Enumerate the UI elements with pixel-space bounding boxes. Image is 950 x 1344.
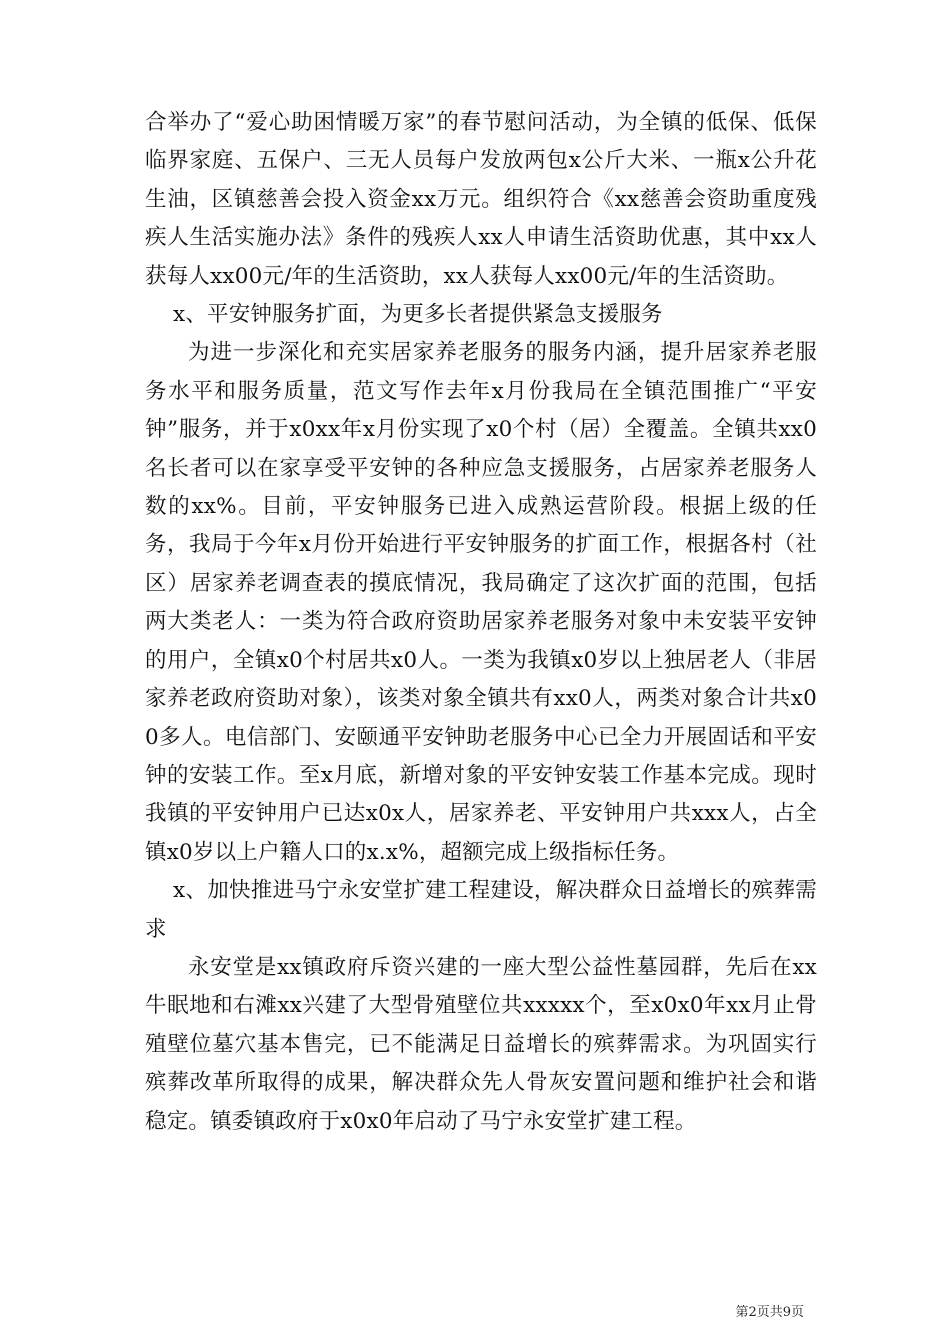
paragraph-safety-bell-service: 为进一步深化和充实居家养老服务的服务内涵，提升居家养老服务水平和服务质量，范文写作去年x月份我局在全镇范围推广“平安钟”服务，并于x0xx年x月份实现了x0个村（居）全覆盖。全镇共xx0名长者可以在家享受平安钟的各种应急支援服务，占居家养老服务人数的xx%。目前，平安钟服务已进入成熟运营阶段。根据上级的任务，我局于今年x月份开始进行平安钟服务的扩面工作，根据各村（社区）居家养老调查表的摸底情况，我局确定了这次扩面的范围，包括两大类老人：一类为符合政府资助居家养老服务对象中未安装平安钟的用户，全镇x0个村居共x0人。一类为我镇x0岁以上独居老人（非居家养老政府资助对象），该类对象全镇共有xx0人，两类对象合计共x00多人。电信部门、安颐通平安钟助老服务中心已全力开展固话和平安钟的安装工作。至x月底，新增对象的平安钟安装工作基本完成。现时我镇的平安钟用户已达x0x人，居家养老、平安钟用户共xxx人，占全镇x0岁以上户籍人口的x.x%，超额完成上级指标任务。 xyxy=(145,340,817,865)
section-heading-safety-bell: x、平安钟服务扩面，为更多长者提供紧急支援服务 xyxy=(173,302,663,328)
page-number-footer: 第2页共9页 xyxy=(735,1305,804,1320)
section-heading-cemetery-expansion: x、加快推进马宁永安堂扩建工程建设，解决群众日益增长的殡葬需求 xyxy=(145,878,817,942)
body-text xyxy=(145,104,817,1141)
paragraph-relief-activities: 合举办了“爱心助困情暖万家”的春节慰问活动，为全镇的低保、低保临界家庭、五保户、三无人员每户发放两包x公斤大米、一瓶x公升花生油，区镇慈善会投入资金xx万元。组织符合《xx慈善会资助重度残疾人生活实施办法》条件的残疾人xx人申请生活资助优惠，其中xx人获每人xx00元/年的生活资助，xx人获每人xx00元/年的生活资助。 xyxy=(145,110,817,289)
paragraph-cemetery-expansion: 永安堂是xx镇政府斥资兴建的一座大型公益性墓园群，先后在xx牛眠地和右滩xx兴建了大型骨殖壁位共xxxxx个，至x0x0年xx月止骨殖壁位墓穴基本售完，已不能满足日益增长的殡葬需求。为巩固实行殡葬改革所取得的成果，解决群众先人骨灰安置问题和维护社会和谐稳定。镇委镇政府于x0x0年启动了马宁永安堂扩建工程。 xyxy=(145,954,817,1134)
